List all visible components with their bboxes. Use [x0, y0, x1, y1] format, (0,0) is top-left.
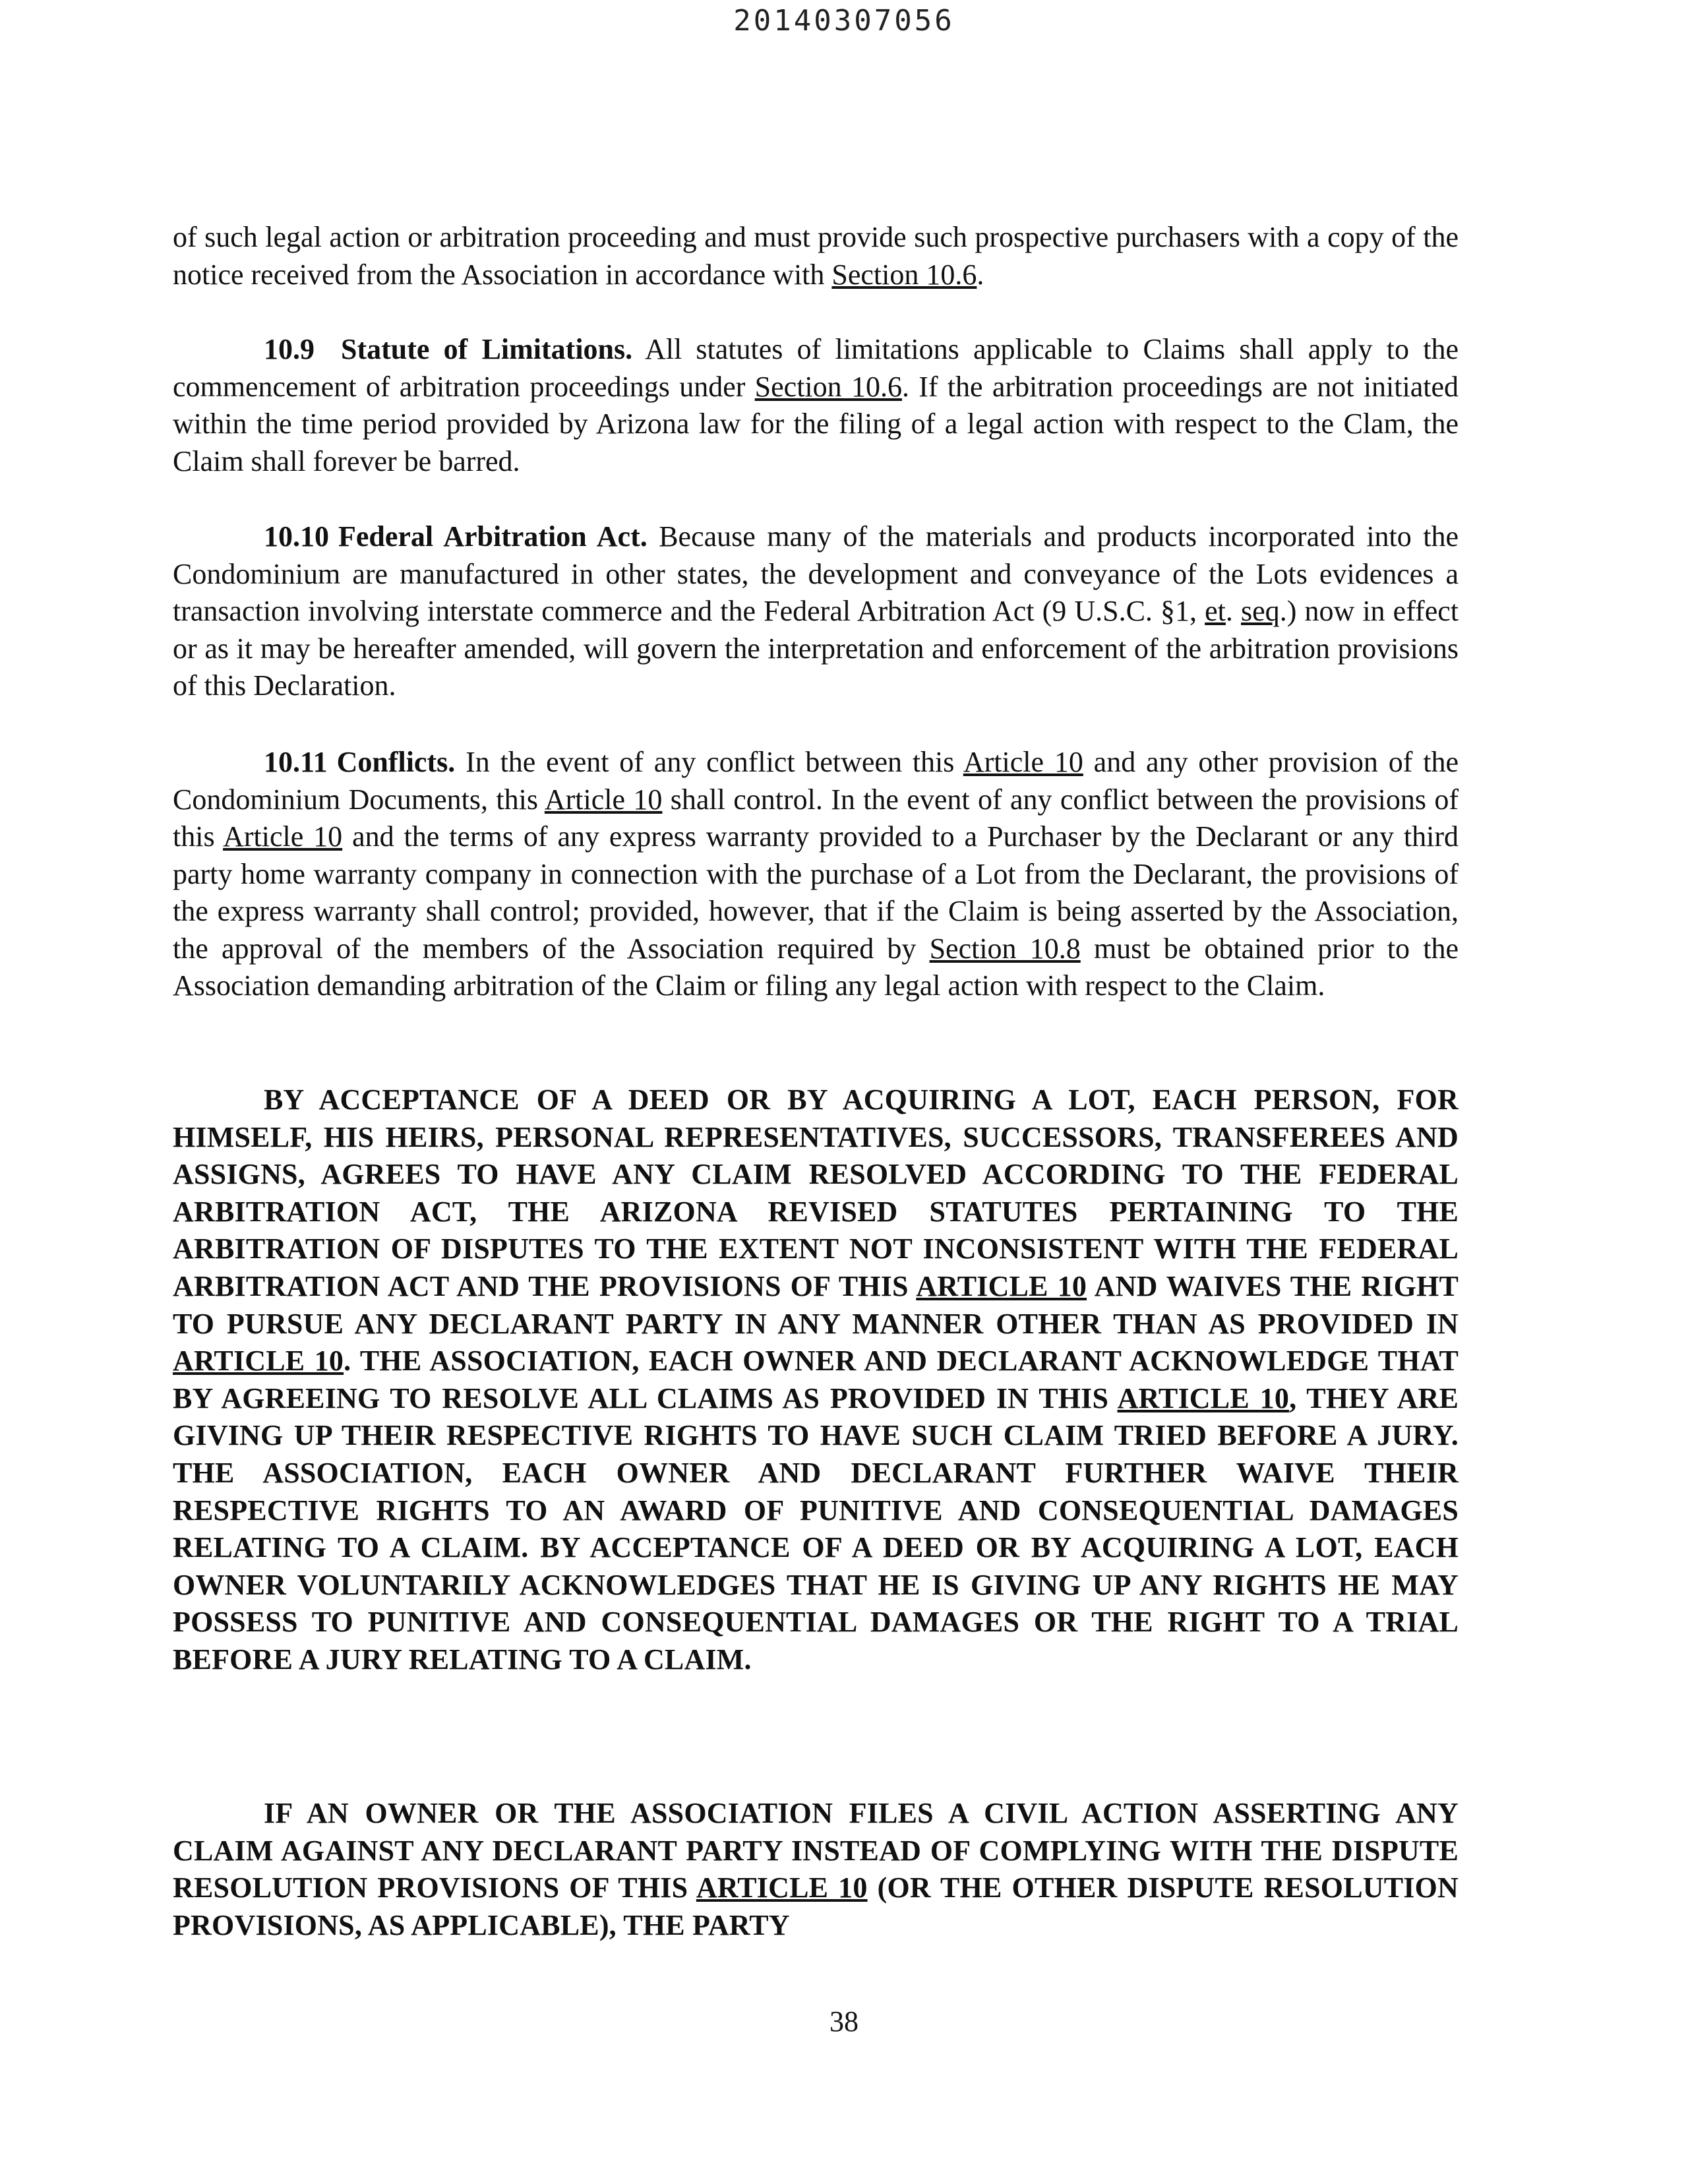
- paragraph-text: . If the arbitration proceedings are not initiated within the time period provided by Arizona law for the filing of a legal action with respect to the Clam, the Claim shall forever be barred.: [173, 370, 1459, 477]
- article-reference: ARTICLE 10: [173, 1345, 344, 1378]
- paragraph-text: shall control. In the event of any conflict between the provisions of this: [173, 783, 1459, 853]
- section-reference: Section 10.6: [754, 370, 902, 403]
- section-10-11: [173, 744, 1459, 1005]
- section-title: Conflicts.: [336, 746, 456, 778]
- paragraph-text: All statutes of limitations applicable to Claims shall apply to the commencement of arbitration proceedings under: [173, 333, 1459, 403]
- page-number: 38: [829, 2005, 859, 2038]
- paragraph-text: AND WAIVES THE RIGHT TO PURSUE ANY DECLARANT PARTY IN ANY MANNER OTHER THAN AS PROVIDED IN: [173, 1269, 1459, 1340]
- article-reference: Article 10: [544, 783, 663, 816]
- article-reference: ARTICLE 10: [1117, 1381, 1290, 1414]
- latin-abbreviation: et: [1205, 595, 1226, 627]
- paragraph-text: and the terms of any express warranty provided to a Purchaser by the Declarant or any third party home warranty company in connection with the purchase of a Lot from the Declarant, the provisions of the express warranty shall control; provided, however, that if the Claim is being asserted by the Association, the approval of the members of the Association required by: [173, 820, 1459, 965]
- waiver-paragraph: [173, 1081, 1459, 1679]
- paragraph-text: must be obtained prior to the Association demanding arbitration of the Claim or filing any legal action with respect to the Claim.: [173, 932, 1459, 1002]
- paragraph-text: IF AN OWNER OR THE ASSOCIATION FILES A CIVIL ACTION ASSERTING ANY CLAIM AGAINST ANY DECLARANT PARTY INSTEAD OF COMPLYING WITH THE DISPUTE RESOLUTION PROVISIONS OF THIS: [173, 1797, 1459, 1904]
- paragraph-text: Because many of the materials and products incorporated into the Condominium are manufactured in other states, the development and conveyance of the Lots evidences a transaction involving interstate commerce and the Federal Arbitration Act (9 U.S.C. §1,: [173, 520, 1459, 627]
- paragraph-text: BY ACCEPTANCE OF A DEED OR BY ACQUIRING A LOT, EACH PERSON, FOR HIMSELF, HIS HEIRS, PERSONAL REPRESENTATIVES, SUCCESSORS, TRANSFEREES AND ASSIGNS, AGREES TO HAVE ANY CLAIM RESOLVED ACCORDING TO THE FEDERAL ARBITRATION ACT, THE ARIZONA REVISED STATUTES PERTAINING TO THE ARBITRATION OF DISPUTES TO THE EXTENT NOT INCONSISTENT WITH THE FEDERAL ARBITRATION ACT AND THE PROVISIONS OF THIS: [173, 1083, 1459, 1302]
- paragraph-text: of such legal action or arbitration proceeding and must provide such prospective purchasers with a copy of the notice received from the Association in accordance with: [173, 221, 1459, 291]
- section-number: 10.10: [264, 520, 329, 553]
- paragraph-continuation: [173, 219, 1459, 293]
- paragraph-text: .) now in effect or as it may be hereafter amended, will govern the interpretation and enforcement of the arbitration provisions of this Declaration.: [173, 595, 1459, 702]
- section-reference: Section 10.6: [831, 258, 977, 291]
- paragraph-text: , THEY ARE GIVING UP THEIR RESPECTIVE RIGHTS TO HAVE SUCH CLAIM TRIED BEFORE A JURY. THE ASSOCIATION, EACH OWNER AND DECLARANT FURTHER WAIVE THEIR RESPECTIVE RIGHTS TO AN AWARD OF PUNITIVE AND CONSEQUENTIAL DAMAGES RELATING TO A CLAIM. BY ACCEPTANCE OF A DEED OR BY ACQUIRING A LOT, EACH OWNER VOLUNTARILY ACKNOWLEDGES THAT HE IS GIVING UP ANY RIGHTS HE MAY POSSESS TO PUNITIVE AND CONSEQUENTIAL DAMAGES OR THE RIGHT TO A TRIAL BEFORE A JURY RELATING TO A CLAIM.: [173, 1381, 1459, 1676]
- paragraph-text: (OR THE OTHER DISPUTE RESOLUTION PROVISIONS, AS APPLICABLE), THE PARTY: [173, 1871, 1459, 1941]
- paragraph-text: .: [1225, 595, 1242, 627]
- section-10-10: [173, 518, 1459, 705]
- section-number: 10.11: [264, 746, 328, 778]
- article-reference: Article 10: [223, 820, 343, 853]
- article-reference: ARTICLE 10: [696, 1871, 868, 1904]
- paragraph-text: .: [977, 258, 984, 291]
- section-reference: Section 10.8: [929, 932, 1081, 965]
- paragraph-text: and any other provision of the Condominium Documents, this: [173, 746, 1459, 816]
- article-reference: ARTICLE 10: [916, 1269, 1087, 1302]
- paragraph-text: . THE ASSOCIATION, EACH OWNER AND DECLARANT ACKNOWLEDGE THAT BY AGREEING TO RESOLVE ALL CLAIMS AS PROVIDED IN THIS: [173, 1345, 1459, 1414]
- section-number: 10.9: [264, 333, 315, 365]
- article-reference: Article 10: [963, 746, 1083, 778]
- section-10-9: [173, 331, 1459, 480]
- document-number: 20140307056: [733, 4, 955, 38]
- latin-abbreviation: seq: [1241, 595, 1280, 627]
- section-title: Federal Arbitration Act.: [338, 520, 648, 553]
- civil-action-paragraph: [173, 1795, 1459, 1944]
- section-title: Statute of Limitations.: [341, 333, 633, 365]
- paragraph-text: In the event of any conflict between this: [455, 746, 963, 778]
